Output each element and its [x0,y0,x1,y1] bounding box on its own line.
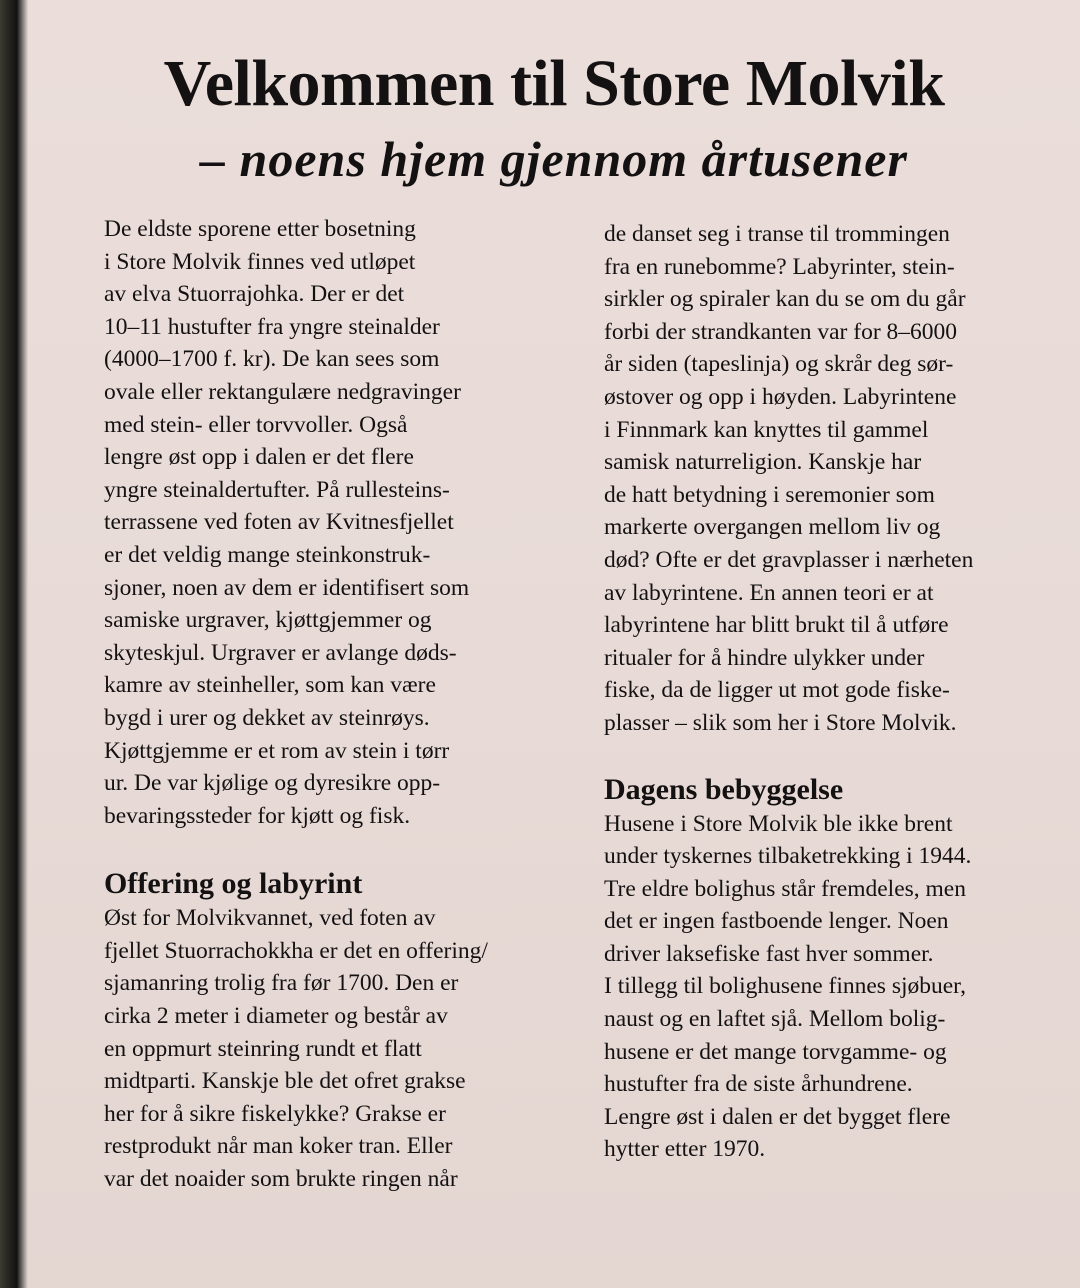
text-line: hytter etter 1970. [604,1136,766,1163]
text-line: sjoner, noen av dem er identifisert som [104,574,470,601]
text-line: 10–11 hustufter fra yngre steinalder [104,313,440,340]
sign-post-edge [0,0,28,1288]
sign-title: Velkommen til Store Molvik [163,47,945,120]
text-line: samiske urgraver, kjøttgjemmer og [104,607,432,634]
text-line: under tyskernes tilbaketrekking i 1944. [604,843,972,870]
text-line: i Finnmark kan knyttes til gammel [604,416,929,443]
text-line: de danset seg i transe til trommingen [604,221,950,247]
text-line: av elva Stuorrajohka. Der er det [104,281,405,308]
text-line: yngre steinaldertufter. På rullesteins- [104,476,450,503]
text-line: var det noaider som brukte ringen når [104,1166,458,1193]
information-sign [28,0,1080,1288]
bebyggelse-heading: Dagens bebyggelse [604,772,844,806]
text-line: husene er det mange torvgamme- og [604,1038,947,1065]
offering-heading: Offering og labyrint [104,867,363,901]
text-line: er det veldig mange steinkonstruk- [104,541,431,568]
text-line: sirkler og spiraler kan du se om du går [604,286,966,313]
text-line: Øst for Molvikvannet, ved foten av [104,905,436,932]
text-line: terrassene ved foten av Kvitnesfjellet [104,509,454,536]
text-line: det er ingen fastboende lenger. Noen [604,908,949,935]
text-line: De eldste sporene etter bosetning [104,216,416,242]
text-line: I tillegg til bolighusene finnes sjøbuer, [604,973,966,1000]
intro-paragraph [104,213,564,832]
text-line: en oppmurt steinring rundt et flatt [104,1035,422,1062]
text-line: driver laksefiske fast hver sommer. [604,940,934,967]
text-line: restprodukt når man koker tran. Eller [104,1133,453,1160]
text-line: Kjøttgjemme er et rom av stein i tørr [104,737,450,764]
text-line: hustufter fra de siste århundrene. [604,1071,913,1098]
left-text-column [104,213,564,1196]
text-line: markerte overgangen mellom liv og [604,514,941,541]
text-line: av labyrintene. En annen teori er at [604,579,934,606]
text-line: naust og en laftet sjå. Mellom bolig- [604,1006,946,1033]
text-line: plasser – slik som her i Store Molvik. [604,709,957,736]
text-line: (4000–1700 f. kr). De kan sees som [104,346,440,373]
text-line: Husene i Store Molvik ble ikke brent [604,810,953,837]
text-line: ovale eller rektangulære nedgravinger [104,378,461,405]
text-line: ritualer for å hindre ulykker under [604,644,925,671]
text-line: cirka 2 meter i diameter og består av [104,1003,448,1030]
text-line: sjamanring trolig fra før 1700. Den er [104,970,459,997]
text-line: ur. De var kjølige og dyresikre opp- [104,770,441,797]
bebyggelse-paragraph [604,808,1064,1167]
text-line: forbi der strandkanten var for 8–6000 [604,318,958,345]
text-line: bevaringssteder for kjøtt og fisk. [104,802,411,829]
text-line: død? Ofte er det gravplasser i nærheten [604,546,974,573]
text-line: Tre eldre bolighus står fremdeles, men [604,875,966,902]
text-line: fra en runebomme? Labyrinter, stein- [604,253,955,280]
text-line: Lengre øst i dalen er det bygget flere [604,1103,951,1130]
text-line: labyrintene har blitt brukt til å utføre [604,612,949,639]
text-line: lengre øst opp i dalen er det flere [104,444,414,471]
text-line: her for å sikre fiskelykke? Grakse er [104,1100,446,1127]
text-line: fiske, da de ligger ut mot gode fiske- [604,677,950,704]
text-line: med stein- eller torvvoller. Også [104,411,408,438]
text-line: bygd i urer og dekket av steinrøys. [104,704,430,731]
text-line: østover og opp i høyden. Labyrintene [604,383,957,410]
text-line: i Store Molvik finnes ved utløpet [104,248,416,275]
labyrint-paragraph [604,218,1064,740]
text-line: år siden (tapeslinja) og skrår deg sør- [604,351,954,378]
right-text-column [604,218,1064,1166]
offering-paragraph [104,902,564,1195]
text-line: de hatt betydning i seremonier som [604,481,935,508]
sign-subtitle: – noens hjem gjennom årtusener [200,131,908,187]
text-line: kamre av steinheller, som kan være [104,672,436,699]
text-line: fjellet Stuorrachokkha er det en offering/ [104,937,488,964]
text-line: samisk naturreligion. Kanskje har [604,449,922,476]
text-line: midtparti. Kanskje ble det ofret grakse [104,1068,466,1095]
text-line: skyteskjul. Urgraver er avlange døds- [104,639,457,666]
